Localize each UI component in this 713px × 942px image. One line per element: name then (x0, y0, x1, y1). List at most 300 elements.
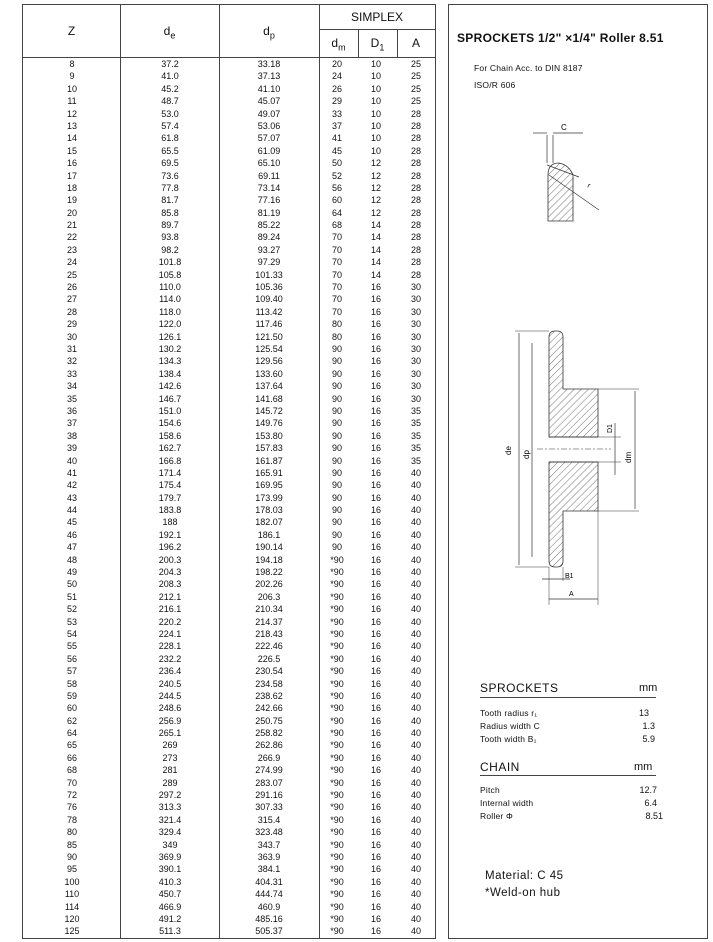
cell-d1: 16 (370, 814, 381, 825)
cell-a: 40 (410, 641, 421, 652)
table-row (23, 789, 435, 801)
tooth-radius-label: Tooth radius r₁ (480, 708, 538, 718)
cell-a: 30 (410, 343, 421, 354)
cell-z: 22 (66, 232, 77, 243)
sprocket-section (504, 331, 639, 605)
table-row (23, 368, 435, 380)
chain-standard-note: For Chain Acc. to DIN 8187 (474, 63, 583, 73)
cell-de: 122.0 (158, 319, 182, 330)
cell-a: 40 (410, 728, 421, 739)
cell-z: 55 (66, 641, 77, 652)
table-row (23, 83, 435, 95)
cell-d1: 16 (370, 777, 381, 788)
cell-dp: 404.31 (255, 876, 283, 887)
cell-z: 41 (66, 467, 77, 478)
cell-a: 40 (410, 567, 421, 578)
cell-a: 30 (410, 393, 421, 404)
table-row (23, 281, 435, 293)
cell-z: 27 (66, 294, 77, 305)
cell-a: 30 (410, 306, 421, 317)
cell-a: 40 (410, 591, 421, 602)
cell-dp: 173.99 (255, 492, 283, 503)
cell-a: 40 (410, 517, 421, 528)
cell-z: 85 (66, 839, 77, 850)
cell-de: 138.4 (158, 368, 182, 379)
cell-d1: 16 (370, 443, 381, 454)
cell-d1: 16 (370, 889, 381, 900)
cell-d1: 16 (370, 765, 381, 776)
cell-dm: 90 (331, 418, 342, 429)
cell-dm: *90 (330, 852, 344, 862)
cell-de: 204.3 (158, 567, 182, 578)
cell-d1: 16 (370, 715, 381, 726)
cell-de: 151.0 (158, 405, 182, 416)
header-z: Z (67, 24, 76, 38)
dm-label: dm (624, 451, 633, 463)
cell-de: 196.2 (158, 542, 182, 553)
table-row (23, 702, 435, 714)
cell-z: 15 (66, 145, 77, 156)
roller-value: 8.51 (645, 811, 663, 821)
cell-a: 40 (410, 628, 421, 639)
cell-z: 20 (66, 207, 77, 218)
cell-dm: *90 (330, 616, 344, 627)
cell-d1: 10 (370, 145, 381, 156)
cell-de: 216.1 (158, 604, 182, 615)
cell-dm: 33 (331, 108, 342, 119)
cell-dm: 29 (331, 96, 342, 107)
cell-dp: 141.68 (255, 393, 283, 404)
cell-z: 60 (66, 703, 77, 714)
header-de: $d_e$ (163, 24, 176, 41)
cell-dp: 343.7 (257, 839, 281, 850)
material-note: Material: C 45 (485, 870, 564, 882)
cell-d1: 14 (370, 269, 381, 280)
cell-dp: 101.33 (255, 269, 283, 280)
cell-dp: 145.72 (255, 405, 283, 416)
cell-dm: *90 (330, 827, 344, 838)
cell-de: 48.7 (161, 96, 179, 107)
cell-z: 76 (66, 802, 77, 813)
cell-z: 46 (66, 529, 77, 540)
header-simplex: SIMPLEX (350, 10, 404, 24)
cell-dm: 90 (331, 343, 342, 354)
cell-de: 313.3 (158, 802, 182, 813)
cell-dm: *90 (330, 715, 344, 726)
cell-z: 8 (69, 59, 75, 69)
cell-dm: *90 (330, 678, 344, 689)
cell-dp: 190.14 (255, 542, 283, 553)
cell-de: 142.6 (158, 381, 182, 392)
cell-d1: 16 (370, 405, 381, 416)
cell-a: 40 (410, 715, 421, 726)
table-row (23, 492, 435, 504)
cell-dm: 90 (331, 505, 342, 516)
table-row (23, 826, 435, 838)
cell-dp: 222.46 (255, 641, 283, 652)
cell-dp: 133.60 (255, 368, 283, 379)
cell-dp: 33.18 (257, 59, 281, 69)
cell-d1: 16 (370, 790, 381, 801)
cell-de: 410.3 (158, 876, 182, 887)
cell-a: 25 (410, 96, 421, 107)
cell-de: 158.6 (158, 430, 182, 441)
cell-dp: 206.3 (257, 591, 281, 602)
cell-de: 491.2 (158, 913, 182, 924)
cell-dm: 90 (331, 368, 342, 379)
cell-z: 32 (66, 356, 77, 367)
table-row (23, 516, 435, 528)
cell-a: 40 (410, 467, 421, 478)
cell-d1: 16 (370, 381, 381, 392)
cell-dp: 65.10 (257, 158, 281, 169)
cell-z: 49 (66, 567, 77, 578)
cell-de: 166.8 (158, 455, 182, 466)
sprocket-dimension-table (22, 4, 436, 939)
cell-a: 40 (410, 653, 421, 664)
table-row (23, 554, 435, 566)
cell-z: 62 (66, 715, 77, 726)
cell-d1: 16 (370, 529, 381, 540)
cell-d1: 16 (370, 690, 381, 701)
cell-a: 35 (410, 418, 421, 429)
cell-dm: *90 (330, 740, 344, 751)
cell-d1: 16 (370, 319, 381, 330)
table-row (23, 70, 435, 82)
cell-dp: 505.37 (255, 926, 283, 937)
cell-dm: 70 (331, 257, 342, 268)
de-label: de (504, 446, 513, 455)
cell-z: 70 (66, 777, 77, 788)
pitch-value: 12.7 (639, 785, 657, 795)
cell-d1: 14 (370, 244, 381, 255)
cell-dp: 89.24 (257, 232, 281, 243)
cell-dm: *90 (330, 926, 344, 937)
cell-z: 19 (66, 195, 77, 206)
cell-a: 40 (410, 492, 421, 503)
cell-de: 77.8 (161, 182, 179, 193)
table-row (23, 170, 435, 182)
cell-z: 21 (66, 220, 77, 231)
cell-de: 183.8 (158, 505, 182, 516)
cell-de: 188 (162, 517, 178, 528)
cell-dp: 485.16 (255, 913, 283, 924)
cell-z: 25 (66, 269, 77, 280)
cell-dp: 283.07 (255, 777, 283, 788)
cell-z: 66 (66, 752, 77, 763)
cell-z: 30 (66, 331, 77, 342)
cell-z: 42 (66, 480, 77, 491)
cell-a: 28 (410, 145, 421, 156)
cell-dm: *90 (330, 728, 344, 739)
cell-d1: 16 (370, 802, 381, 813)
cell-dp: 41.10 (257, 83, 281, 94)
cell-de: 89.7 (161, 220, 179, 231)
cell-de: 256.9 (158, 715, 182, 726)
cell-de: 273 (162, 752, 178, 763)
cell-d1: 16 (370, 368, 381, 379)
table-row (23, 108, 435, 120)
table-row (23, 145, 435, 157)
cell-dm: 60 (331, 195, 342, 206)
table-row (23, 331, 435, 343)
cell-dm: *90 (330, 864, 344, 875)
cell-de: 93.8 (161, 232, 179, 243)
cell-z: 65 (66, 740, 77, 751)
cell-d1: 10 (370, 96, 381, 107)
cell-dp: 53.06 (257, 120, 281, 131)
cell-d1: 16 (370, 641, 381, 652)
table-row (23, 343, 435, 355)
cell-z: 33 (66, 368, 77, 379)
internal-width-label: Internal width (480, 798, 534, 808)
cell-dp: 194.18 (255, 554, 283, 565)
cell-de: 175.4 (158, 480, 182, 491)
d1-label: D1 (607, 424, 614, 433)
cell-a: 40 (410, 827, 421, 838)
table-row (23, 207, 435, 219)
cell-d1: 16 (370, 331, 381, 342)
cell-a: 25 (410, 59, 421, 69)
cell-dm: *90 (330, 752, 344, 763)
cell-z: 37 (66, 418, 77, 429)
table-row (23, 541, 435, 553)
table-row (23, 442, 435, 454)
cell-z: 68 (66, 765, 77, 776)
cell-a: 28 (410, 244, 421, 255)
cell-de: 110.0 (159, 282, 181, 293)
cell-de: 200.3 (158, 554, 182, 565)
cell-d1: 16 (370, 913, 381, 924)
cell-d1: 16 (370, 591, 381, 602)
cell-de: 212.1 (158, 591, 182, 602)
cell-dp: 113.42 (255, 306, 283, 317)
cell-z: 44 (66, 505, 77, 516)
roller-label: Roller Φ (480, 811, 513, 821)
cell-de: 73.6 (161, 170, 179, 181)
cell-a: 40 (410, 864, 421, 875)
cell-z: 36 (66, 405, 77, 416)
cell-d1: 10 (370, 71, 381, 82)
cell-dp: 105.36 (255, 282, 283, 293)
cell-de: 228.1 (158, 641, 182, 652)
cell-dp: 182.07 (255, 517, 283, 528)
cell-de: 61.8 (161, 133, 179, 144)
cell-dm: 90 (331, 443, 342, 454)
cell-d1: 16 (370, 430, 381, 441)
header-d1: $D_1$ (370, 36, 385, 53)
radius-width-label: Radius width C (480, 721, 540, 731)
cell-a: 28 (410, 195, 421, 206)
cell-d1: 16 (370, 579, 381, 590)
cell-z: 31 (66, 343, 77, 354)
cell-de: 98.2 (161, 244, 179, 255)
cell-a: 28 (410, 170, 421, 181)
cell-de: 269 (162, 740, 178, 751)
cell-a: 40 (410, 765, 421, 776)
cell-d1: 16 (370, 876, 381, 887)
dp-label: dp (522, 450, 531, 459)
cell-de: 146.7 (158, 393, 182, 404)
cell-z: 34 (66, 381, 77, 392)
a-label: A (569, 591, 574, 598)
sprocket-drawing (449, 5, 707, 665)
table-row (23, 801, 435, 813)
cell-d1: 16 (370, 542, 381, 553)
table-row (23, 764, 435, 776)
cell-dp: 109.40 (255, 294, 283, 305)
cell-de: 53.0 (161, 108, 179, 119)
cell-d1: 16 (370, 728, 381, 739)
table-row (23, 777, 435, 789)
cell-a: 40 (410, 901, 421, 912)
cell-a: 30 (410, 294, 421, 305)
table-row (23, 591, 435, 603)
cell-d1: 16 (370, 926, 381, 937)
table-row (23, 814, 435, 826)
table-row (23, 839, 435, 851)
cell-a: 35 (410, 430, 421, 441)
table-row (23, 529, 435, 541)
cell-a: 40 (410, 839, 421, 850)
table-row (23, 120, 435, 132)
table-row (23, 727, 435, 739)
table-row (23, 603, 435, 615)
table-row (23, 566, 435, 578)
spec-panel (448, 4, 708, 939)
table-row (23, 355, 435, 367)
cell-a: 30 (410, 368, 421, 379)
cell-dm: 90 (331, 430, 342, 441)
cell-z: 24 (66, 257, 77, 268)
cell-dp: 153.80 (255, 430, 283, 441)
cell-de: 297.2 (158, 790, 182, 801)
cell-dp: 258.82 (255, 728, 283, 739)
cell-de: 118.0 (159, 306, 181, 317)
cell-z: 90 (66, 852, 77, 862)
cell-z: 9 (69, 71, 75, 82)
cell-dm: *90 (330, 628, 344, 639)
cell-de: 511.3 (159, 926, 181, 937)
cell-dm: 90 (331, 405, 342, 416)
cell-z: 38 (66, 430, 77, 441)
cell-z: 18 (66, 182, 77, 193)
iso-note: ISO/R 606 (474, 80, 516, 90)
table-row (23, 231, 435, 243)
cell-a: 40 (410, 529, 421, 540)
cell-d1: 12 (370, 170, 381, 181)
table-row (23, 665, 435, 677)
cell-z: 10 (66, 83, 77, 94)
cell-dm: *90 (330, 839, 344, 850)
cell-dm: 90 (331, 480, 342, 491)
cell-z: 72 (66, 790, 77, 801)
cell-dm: *90 (330, 604, 344, 615)
cell-a: 40 (410, 926, 421, 937)
b1-label: B1 (565, 573, 574, 580)
cell-de: 248.6 (158, 703, 182, 714)
cell-z: 26 (66, 282, 77, 293)
cell-z: 45 (66, 517, 77, 528)
cell-z: 12 (66, 108, 77, 119)
cell-dm: 26 (331, 83, 342, 94)
cell-de: 244.5 (158, 690, 182, 701)
table-row (23, 219, 435, 231)
cell-d1: 16 (370, 827, 381, 838)
chain-unit: mm (634, 761, 653, 773)
cell-dm: 45 (331, 145, 342, 156)
cell-dp: 161.87 (255, 455, 283, 466)
table-row (23, 417, 435, 429)
cell-a: 40 (410, 740, 421, 751)
cell-dp: 210.34 (255, 604, 283, 615)
cell-dm: *90 (330, 703, 344, 714)
cell-a: 35 (410, 455, 421, 466)
cell-dp: 307.33 (255, 802, 283, 813)
cell-d1: 16 (370, 492, 381, 503)
cell-dm: *90 (330, 814, 344, 825)
cell-dp: 149.76 (255, 418, 283, 429)
cell-dm: 90 (331, 393, 342, 404)
cell-de: 208.3 (158, 579, 182, 590)
cell-de: 232.2 (158, 653, 182, 664)
section-rule (480, 697, 656, 698)
cell-dm: 90 (331, 517, 342, 528)
cell-dp: 234.58 (255, 678, 283, 689)
cell-a: 40 (410, 579, 421, 590)
cell-dm: *90 (330, 913, 344, 924)
table-row (23, 194, 435, 206)
cell-a: 40 (410, 814, 421, 825)
cell-a: 28 (410, 182, 421, 193)
cell-dp: 214.37 (255, 616, 283, 627)
cell-d1: 12 (370, 182, 381, 193)
cell-d1: 16 (370, 901, 381, 912)
cell-dm: *90 (330, 765, 344, 776)
cell-z: 54 (66, 628, 77, 639)
cell-dp: 169.95 (255, 480, 283, 491)
cell-d1: 16 (370, 282, 381, 293)
cell-z: 14 (66, 133, 77, 144)
cell-d1: 16 (370, 455, 381, 466)
cell-dm: 70 (331, 306, 342, 317)
cell-d1: 10 (370, 108, 381, 119)
cell-dp: 218.43 (255, 628, 283, 639)
cell-dm: 80 (331, 319, 342, 330)
cell-dm: 90 (331, 381, 342, 392)
cell-dm: *90 (330, 666, 344, 677)
cell-d1: 12 (370, 195, 381, 206)
table-row (23, 405, 435, 417)
cell-dp: 444.74 (255, 889, 283, 900)
cell-dp: 363.9 (257, 852, 281, 862)
cell-de: 126.1 (158, 331, 182, 342)
cell-z: 48 (66, 554, 77, 565)
cell-z: 100 (64, 876, 80, 887)
cell-z: 53 (66, 616, 77, 627)
cell-a: 28 (410, 220, 421, 231)
table-row (23, 244, 435, 256)
cell-dp: 165.91 (255, 467, 283, 478)
cell-z: 114 (64, 901, 80, 912)
cell-dm: 90 (331, 542, 342, 553)
cell-a: 40 (410, 876, 421, 887)
tooth-width-label: Tooth width B₁ (480, 734, 537, 744)
r-label: r (586, 182, 592, 190)
cell-de: 57.4 (161, 120, 179, 131)
cell-a: 28 (410, 269, 421, 280)
cell-de: 81.7 (161, 195, 179, 206)
